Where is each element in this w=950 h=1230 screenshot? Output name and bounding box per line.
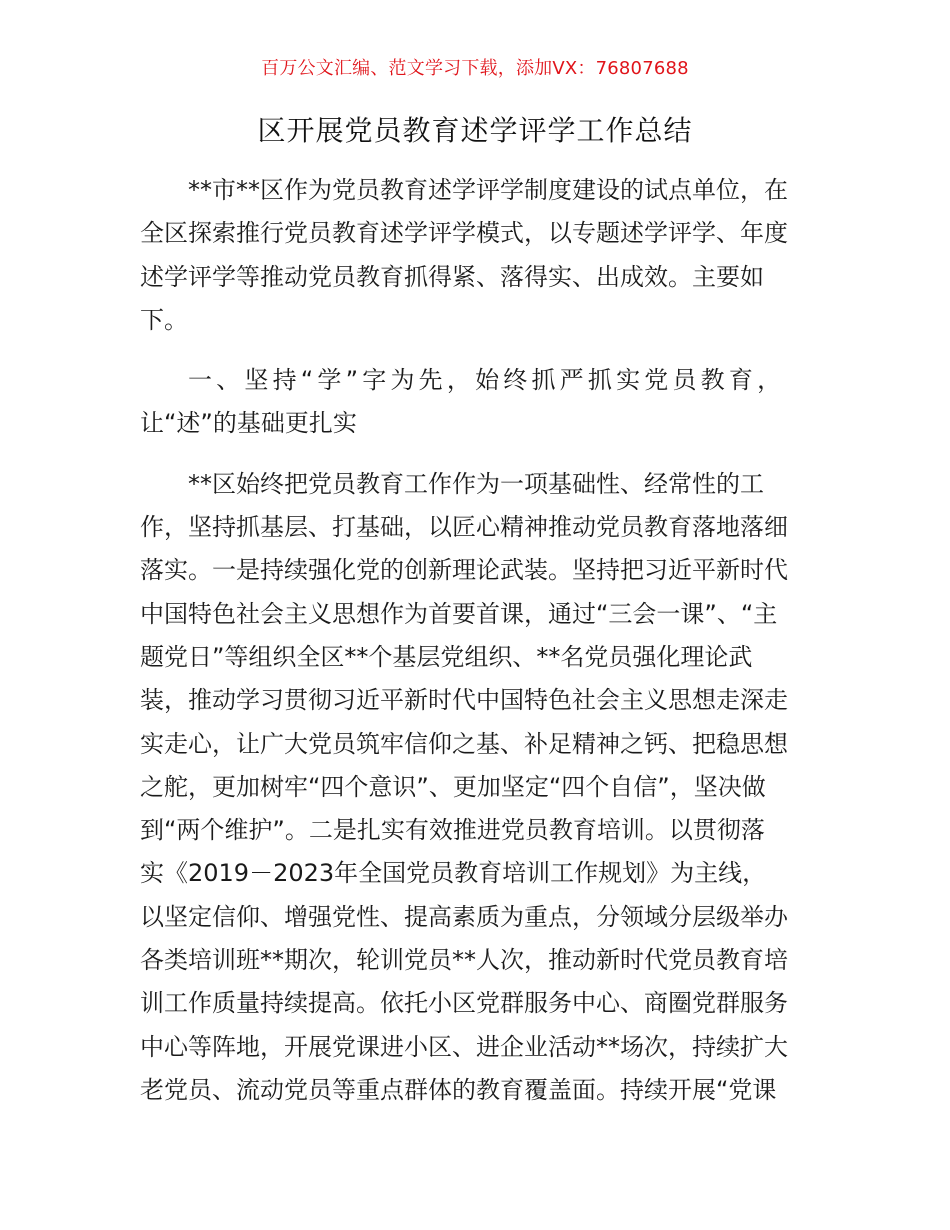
text-line: 全区探索推行党员教育述学评学模式，以专题述学评学、年度 bbox=[140, 219, 788, 248]
text-line: 下。 bbox=[140, 305, 188, 334]
document-body bbox=[140, 169, 812, 1112]
text-line: 实《2019－2023年全国党员教育培训工作规划》为主线， bbox=[140, 859, 767, 888]
heading-line: 一、坚持“学”字为先，始终抓严抓实党员教育， bbox=[188, 366, 786, 395]
text-line: 作，坚持抓基层、打基础，以匠心精神推动党员教育落地落细 bbox=[140, 513, 788, 542]
text-line: 到“两个维护”。二是扎实有效推进党员教育培训。以贯彻落 bbox=[140, 816, 765, 845]
page-title: 区开展党员教育述学评学工作总结 bbox=[257, 114, 693, 147]
text-line: 落实。一是持续强化党的创新理论武装。坚持把习近平新时代 bbox=[140, 556, 788, 585]
intro-paragraph bbox=[140, 169, 812, 342]
paragraph-gap bbox=[140, 446, 812, 463]
text-line: 之舵，更加树牢“四个意识”、更加坚定“四个自信”，坚决做 bbox=[140, 772, 766, 801]
text-line: 中心等阵地，开展党课进小区、进企业活动**场次，持续扩大 bbox=[140, 1032, 788, 1061]
text-line: 中国特色社会主义思想作为首要首课，通过“三会一课”、“主 bbox=[140, 599, 778, 628]
text-line: **市**区作为党员教育述学评学制度建设的试点单位，在 bbox=[188, 176, 788, 204]
text-line: 训工作质量持续提高。依托小区党群服务中心、商圈党群服务 bbox=[140, 989, 788, 1018]
paragraph-gap bbox=[140, 342, 812, 359]
section-body-paragraph bbox=[140, 463, 812, 1112]
text-line: 题党日”等组织全区**个基层党组织、**名党员强化理论武 bbox=[140, 642, 753, 671]
section-heading bbox=[140, 359, 812, 446]
text-line: 各类培训班**期次，轮训党员**人次，推动新时代党员教育培 bbox=[140, 946, 788, 975]
heading-line: 让“述”的基础更扎实 bbox=[140, 409, 357, 438]
text-line: 实走心，让广大党员筑牢信仰之基、补足精神之钙、把稳思想 bbox=[140, 729, 788, 758]
text-line: **区始终把党员教育工作作为一项基础性、经常性的工 bbox=[188, 469, 764, 498]
text-line: 装，推动学习贯彻习近平新时代中国特色社会主义思想走深走 bbox=[140, 686, 788, 715]
header-note: 百万公文汇编、范文学习下载，添加VX：76807688 bbox=[261, 58, 689, 79]
text-line: 以坚定信仰、增强党性、提高素质为重点，分领域分层级举办 bbox=[140, 902, 788, 931]
text-line: 述学评学等推动党员教育抓得紧、落得实、出成效。主要如 bbox=[140, 262, 764, 291]
text-line: 老党员、流动党员等重点群体的教育覆盖面。持续开展“党课 bbox=[140, 1075, 777, 1104]
